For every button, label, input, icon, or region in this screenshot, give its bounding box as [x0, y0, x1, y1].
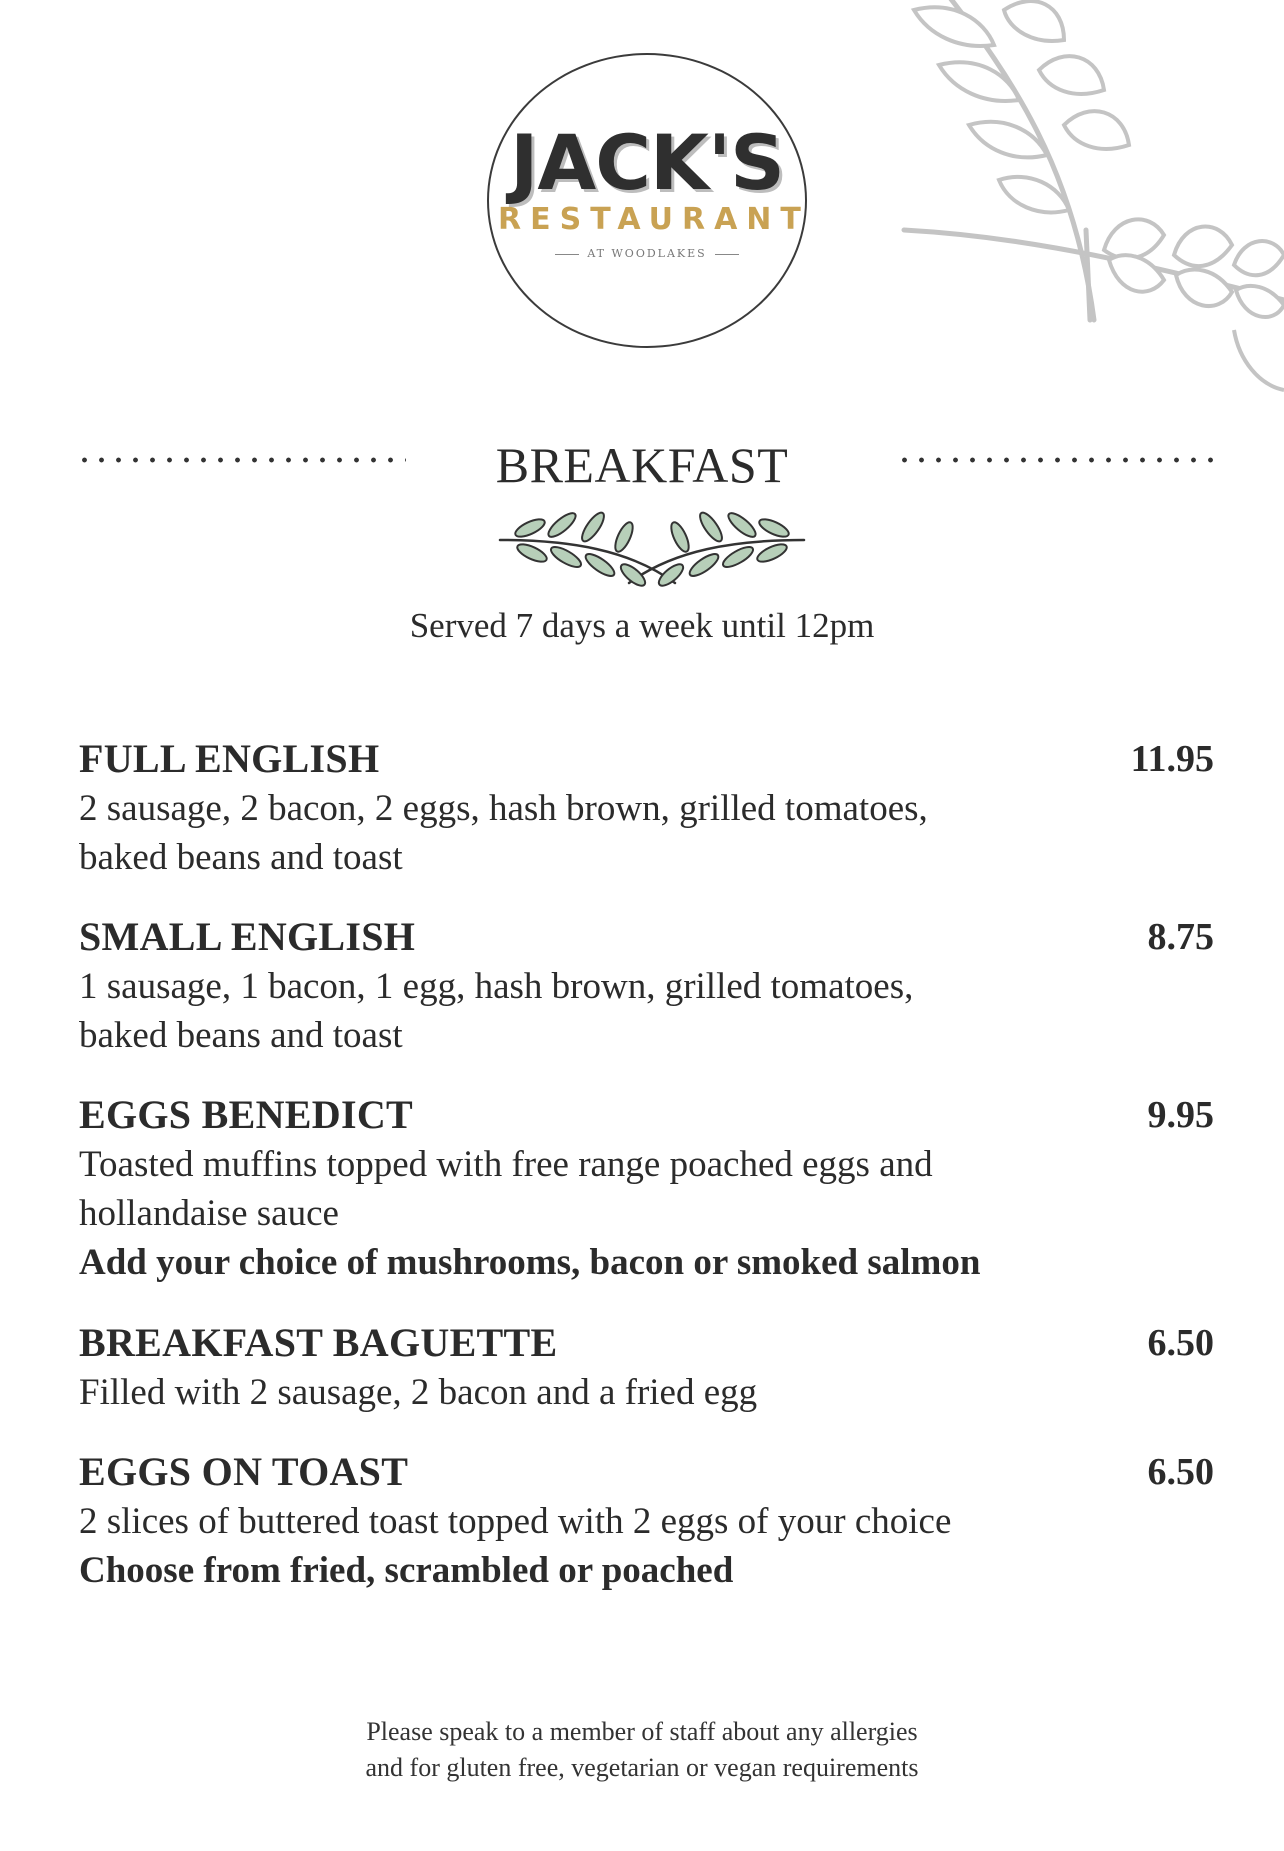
- item-note: Add your choice of mushrooms, bacon or smoked salmon: [79, 1242, 981, 1283]
- item-name: EGGS ON TOAST: [79, 1449, 409, 1494]
- item-description: 2 sausage, 2 bacon, 2 eggs, hash brown, grilled tomatoes,: [79, 788, 928, 829]
- item-description: baked beans and toast: [79, 1015, 403, 1056]
- menu-item: [79, 734, 1214, 882]
- item-description: baked beans and toast: [79, 837, 403, 878]
- item-name: FULL ENGLISH: [79, 736, 380, 781]
- leaf-branch-decoration: [764, 0, 1284, 420]
- allergy-notice-line: and for gluten free, vegetarian or vegan requirements: [365, 1753, 919, 1782]
- served-hours: Served 7 days a week until 12pm: [409, 606, 875, 645]
- item-price: 9.95: [1147, 1094, 1214, 1136]
- menu-item: [79, 1090, 1214, 1288]
- item-price: 8.75: [1147, 916, 1214, 958]
- logo-title: JACK'S: [510, 118, 784, 207]
- section-title: BREAKFAST: [495, 437, 789, 493]
- item-description: Filled with 2 sausage, 2 bacon and a fried egg: [79, 1372, 758, 1413]
- item-description: 2 slices of buttered toast topped with 2 eggs of your choice: [79, 1501, 952, 1542]
- item-price: 6.50: [1147, 1451, 1214, 1493]
- menu-item: [79, 912, 1214, 1060]
- item-name: EGGS BENEDICT: [79, 1092, 413, 1137]
- item-description: hollandaise sauce: [79, 1193, 339, 1234]
- dotted-divider-right: [896, 457, 1221, 463]
- laurel-icon: [490, 495, 814, 590]
- menu-item: [79, 1447, 1214, 1596]
- item-price: 11.95: [1130, 738, 1214, 780]
- allergy-notice: [0, 1714, 1284, 1786]
- item-description: Toasted muffins topped with free range poached eggs and: [79, 1144, 933, 1185]
- item-description: 1 sausage, 1 bacon, 1 egg, hash brown, grilled tomatoes,: [79, 966, 914, 1007]
- restaurant-logo: [487, 53, 810, 348]
- menu-item: [79, 1318, 1214, 1417]
- logo-tagline: AT WOODLAKES: [489, 248, 805, 259]
- logo-subtitle: RESTAURANT: [498, 202, 810, 237]
- item-name: BREAKFAST BAGUETTE: [79, 1320, 558, 1365]
- allergy-notice-line: Please speak to a member of staff about any allergies: [366, 1717, 918, 1746]
- menu-list: [79, 734, 1214, 1626]
- item-price: 6.50: [1147, 1322, 1214, 1364]
- item-name: SMALL ENGLISH: [79, 914, 416, 959]
- item-note: Choose from fried, scrambled or poached: [79, 1550, 734, 1591]
